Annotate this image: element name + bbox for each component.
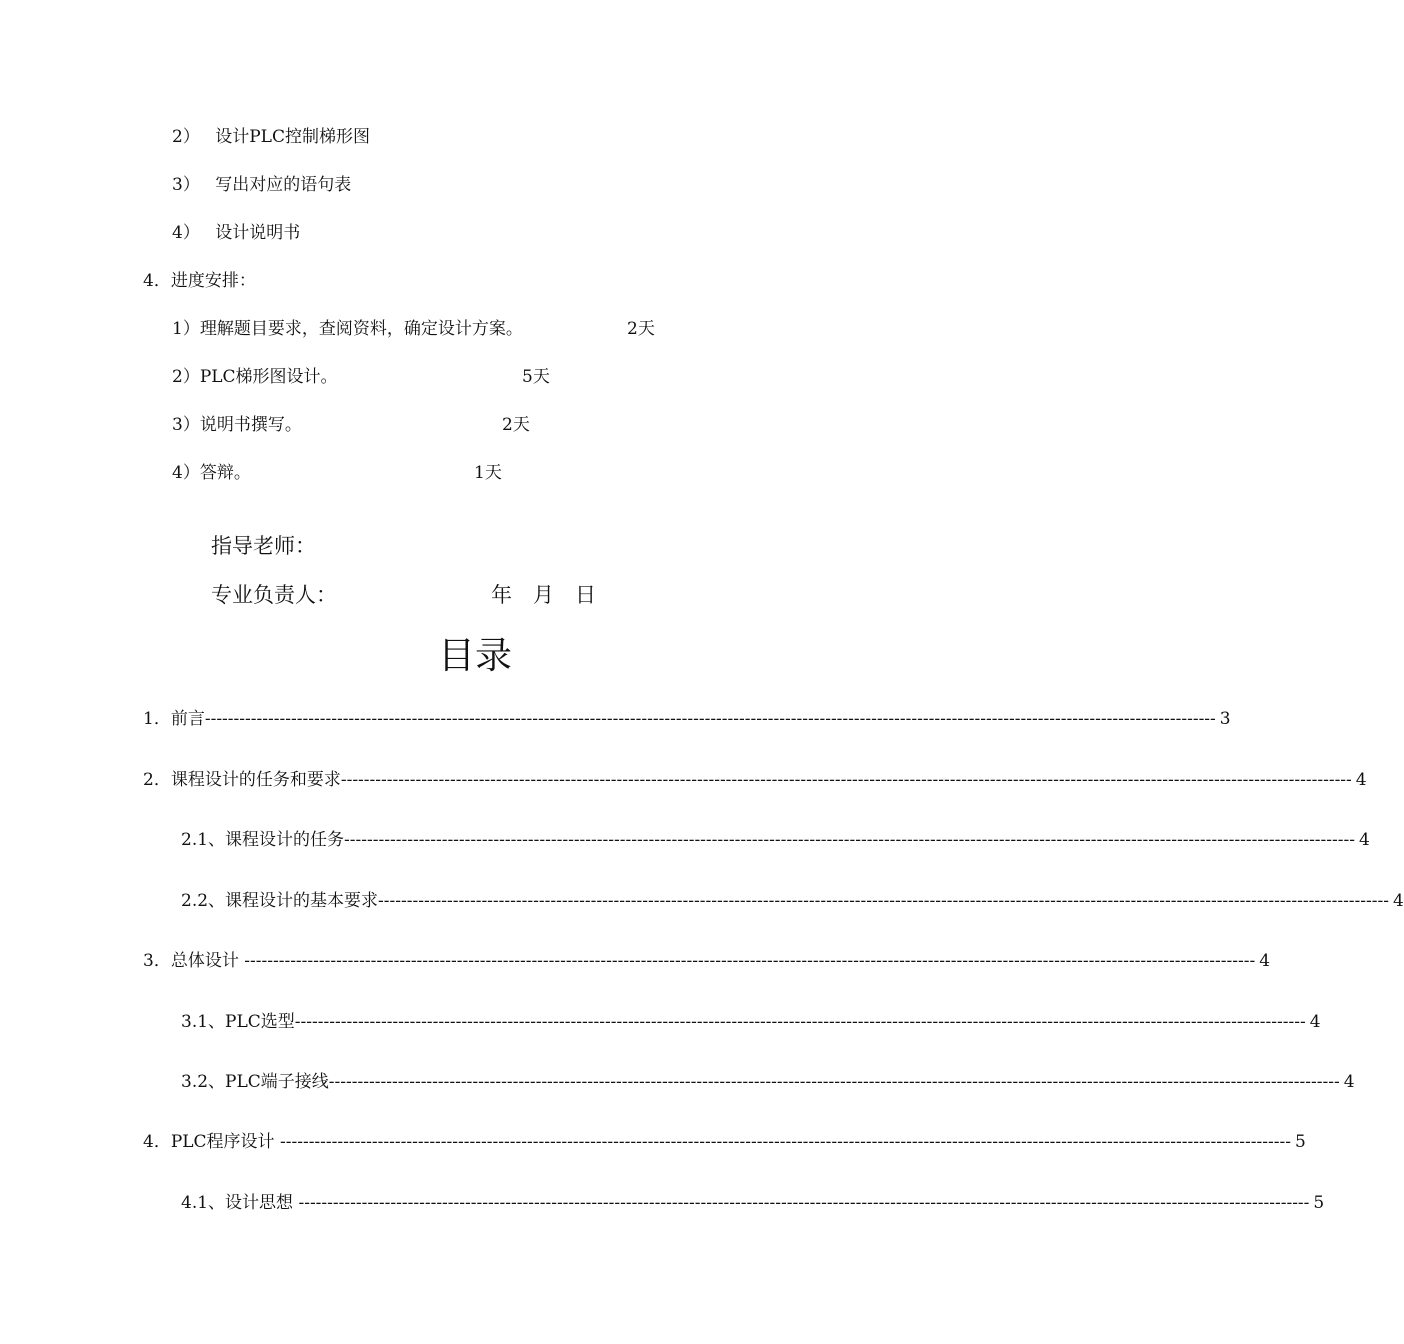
date-label: 年 月 日 [491, 583, 596, 607]
toc-entry[interactable] [181, 829, 1370, 851]
toc-entry[interactable] [181, 1192, 1325, 1214]
toc-entry[interactable] [143, 708, 1231, 730]
deliverable-number: 2） [172, 127, 200, 147]
toc-entry-label: 3．总体设计 [143, 951, 245, 971]
advisor-label: 指导老师： [211, 534, 316, 558]
toc-entry-page: 4 [1359, 830, 1370, 850]
toc-entry[interactable] [143, 769, 1367, 791]
toc-leader: -------------------------------------------------------------------------------------------------------------------------------------------------------------------------------- [328, 1072, 1340, 1092]
schedule-item-text: 3）说明书撰写。 [172, 415, 302, 435]
toc-entry-page: 4 [1343, 1072, 1355, 1092]
toc-leader: -------------------------------------------------------------------------------------------------------------------------------------------------------------------------------- [279, 1132, 1291, 1152]
toc-title: 目录 [438, 634, 512, 677]
toc-entry[interactable] [143, 950, 1271, 972]
toc-entry-label: 4.1、设计思想 [181, 1193, 299, 1213]
deliverable-number: 4） [172, 223, 200, 243]
schedule-item-days: 5天 [522, 367, 550, 387]
schedule-item-days: 1天 [474, 463, 502, 483]
deliverable-text: 写出对应的语句表 [215, 175, 352, 195]
toc-leader: -------------------------------------------------------------------------------------------------------------------------------------------------------------------------------- [204, 709, 1216, 729]
schedule-item-text: 2）PLC梯形图设计。 [172, 367, 338, 387]
program-head-label: 专业负责人： [211, 583, 337, 607]
toc-leader: -------------------------------------------------------------------------------------------------------------------------------------------------------------------------------- [298, 1193, 1310, 1213]
deliverable-item [172, 174, 351, 196]
toc-entry-page: 4 [1309, 1012, 1321, 1032]
toc-entry-page: 5 [1313, 1193, 1325, 1213]
toc-entry-page: 4 [1355, 770, 1367, 790]
toc-entry[interactable] [181, 1071, 1355, 1093]
toc-entry-label: 3.2、PLC端子接线 [181, 1072, 329, 1092]
deliverable-item [172, 126, 370, 148]
toc-entry-label: 3.1、PLC选型 [181, 1012, 295, 1032]
toc-leader: -------------------------------------------------------------------------------------------------------------------------------------------------------------------------------- [344, 830, 1356, 850]
toc-entry-page: 4 [1393, 891, 1404, 911]
toc-entry[interactable] [181, 890, 1404, 912]
deliverable-number: 3） [172, 175, 200, 195]
deliverable-text: 设计说明书 [215, 223, 301, 243]
toc-leader: -------------------------------------------------------------------------------------------------------------------------------------------------------------------------------- [244, 951, 1256, 971]
toc-entry-label: 4．PLC程序设计 [143, 1132, 280, 1152]
toc-leader: -------------------------------------------------------------------------------------------------------------------------------------------------------------------------------- [294, 1012, 1306, 1032]
deliverable-item [172, 222, 300, 244]
toc-entry-page: 4 [1259, 951, 1271, 971]
schedule-item-text: 1）理解题目要求，查阅资料，确定设计方案。 [172, 319, 523, 339]
schedule-item-text: 4）答辩。 [172, 463, 251, 483]
toc-entry[interactable] [143, 1131, 1306, 1153]
toc-entry-label: 1．前言 [143, 709, 205, 729]
toc-entry-page: 5 [1294, 1132, 1306, 1152]
toc-leader: -------------------------------------------------------------------------------------------------------------------------------------------------------------------------------- [340, 770, 1352, 790]
deliverable-text: 设计PLC控制梯形图 [215, 127, 370, 147]
toc-entry[interactable] [181, 1011, 1321, 1033]
toc-entry-label: 2.2、课程设计的基本要求 [181, 891, 379, 911]
toc-entry-label: 2．课程设计的任务和要求 [143, 770, 341, 790]
schedule-heading: 4．进度安排： [143, 271, 256, 291]
schedule-item-days: 2天 [502, 415, 530, 435]
toc-entry-label: 2.1、课程设计的任务 [181, 830, 345, 850]
schedule-item-days: 2天 [627, 319, 655, 339]
toc-entry-page: 3 [1219, 709, 1231, 729]
toc-leader: -------------------------------------------------------------------------------------------------------------------------------------------------------------------------------- [378, 891, 1390, 911]
